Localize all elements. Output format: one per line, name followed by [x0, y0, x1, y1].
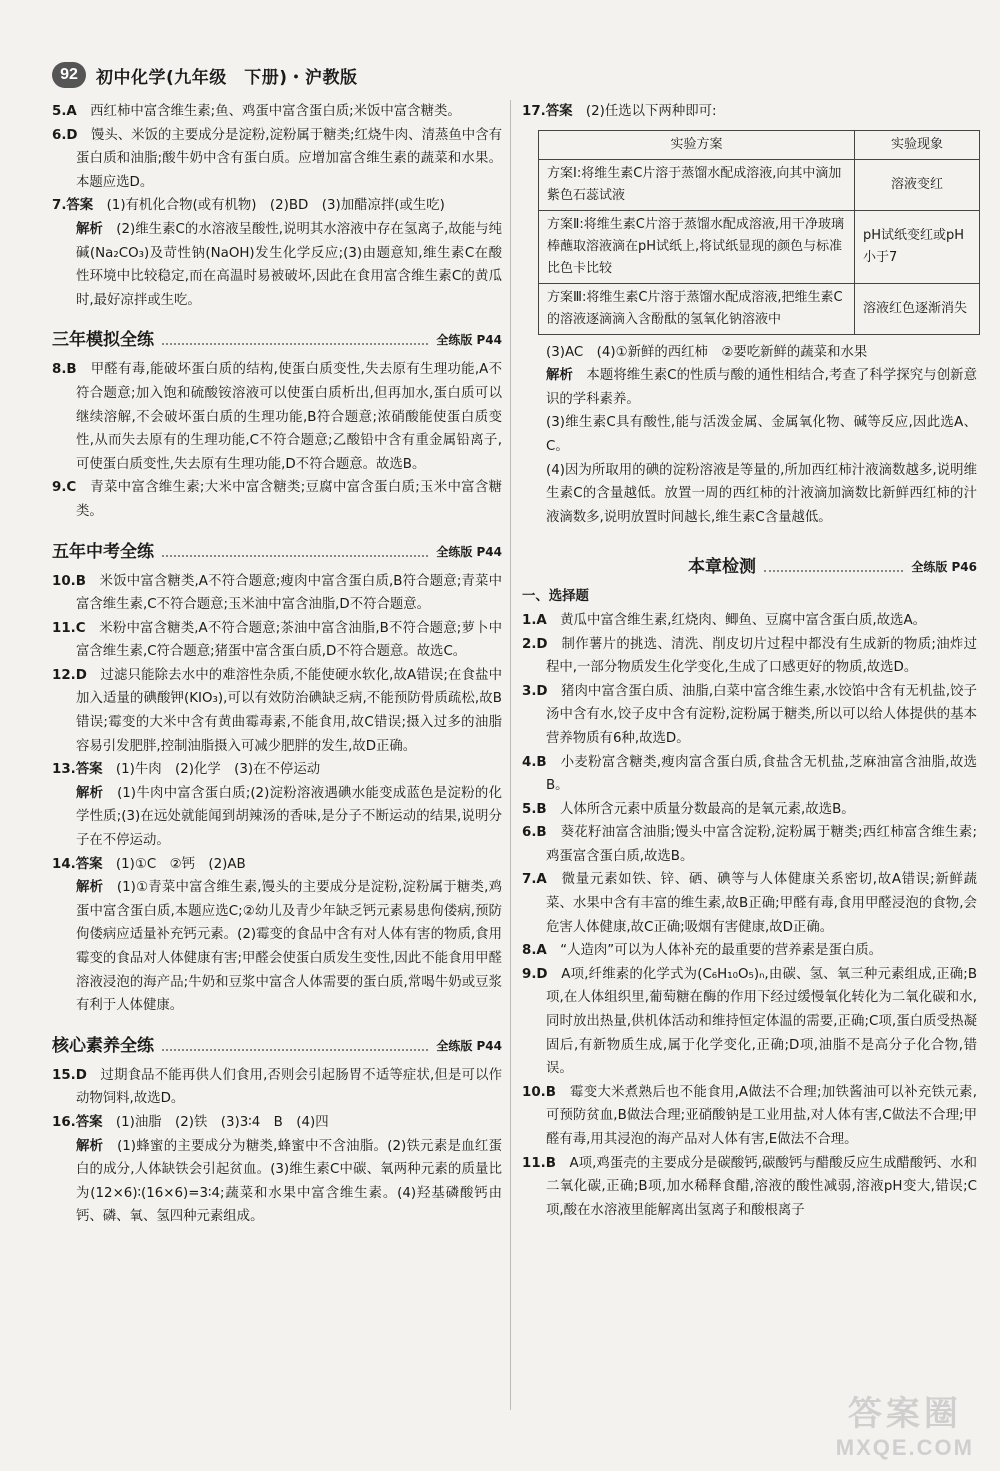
- book-title: 初中化学(九年级 下册)・沪教版: [96, 67, 358, 88]
- page-header: [52, 58, 358, 92]
- section-heading: 本章检测 全练版 P46: [688, 557, 977, 578]
- answer-item: 5.A 西红柿中富含维生素;鱼、鸡蛋中富含蛋白质;米饭中富含糖类。: [52, 104, 461, 119]
- table-row: 方案Ⅲ:将维生素C片溶于蒸馏水配成溶液,把维生素C的溶液逐滴滴入含酚酞的氢氧化钠溶液中 溶液红色逐渐消失: [539, 283, 980, 334]
- part-title: 一、选择题: [522, 589, 589, 605]
- answer-item: 15.D 过期食品不能再供人们食用,否则会引起肠胃不适等症状,但是可以作动物饲料,故选D。: [52, 1067, 503, 1107]
- answer-item: 1.A 黄瓜中富含维生素,红烧肉、鲫鱼、豆腐中富含蛋白质,故选A。: [522, 612, 926, 628]
- answer-item: 6.B 葵花籽油富含油脂;馒头中富含淀粉,淀粉属于糖类;西红柿富含维生素;鸡蛋富含蛋白质,故选B。: [522, 825, 977, 864]
- answer-item: (3)AC (4)①新鲜的西红柿 ②要吃新鲜的蔬菜和水果: [546, 344, 868, 360]
- answer-item: 14.答案 (1)①C ②钙 (2)AB: [52, 856, 246, 872]
- answer-item: 11.C 米粉中富含糖类,A不符合题意;茶油中富含油脂,B不符合题意;萝卜中富含维生素,C符合题意;猪蛋中富含蛋白质,D不符合题意。故选C。: [52, 620, 502, 660]
- answer-item: 17.答案 (2)任选以下两种即可:: [522, 104, 717, 119]
- explanation: (3)维生素C具有酸性,能与活泼金属、金属氧化物、碱等反应,因此选A、C。: [546, 415, 977, 454]
- explanation: 解析 (1)蜂蜜的主要成分为糖类,蜂蜜中不含油脂。(2)铁元素是血红蛋白的成分,人体缺铁会引起贫血。(3)维生素C中碳、氧两种元素的质量比为(12×6)∶(16×6)=3∶4;蔬菜和水果中富含维生素。(4)羟基磷酸钙由钙、磷、氧、氢四种元素组成。: [76, 1138, 502, 1225]
- page-number: 92: [52, 62, 86, 88]
- answer-item: 11.B A项,鸡蛋壳的主要成分是碳酸钙,碳酸钙与醋酸反应生成醋酸钙、水和二氧化碳,正确;B项,加水稀释食醋,溶液的酸性减弱,溶液pH变大,错误;C项,酸在水溶液里能解离出氢离子和酸根离子: [522, 1155, 978, 1218]
- left-column: [52, 100, 502, 1229]
- answer-item: 2.D 制作薯片的挑选、清洗、削皮切片过程中都没有生成新的物质;油炸过程中,一部分物质发生化学变化,生成了口感更好的物质,故选D。: [522, 636, 978, 676]
- answer-item: 9.C 青菜中富含维生素;大米中富含糖类;豆腐中富含蛋白质;玉米中富含糖类。: [52, 480, 502, 519]
- answer-item: 8.A “人造肉”可以为人体补充的最重要的营养素是蛋白质。: [522, 943, 883, 959]
- explanation: 解析 (1)牛肉中富含蛋白质;(2)淀粉溶液遇碘水能变成蓝色是淀粉的化学性质;(3)在远处就能闻到胡辣汤的香味,是分子不断运动的结果,说明分子在不停运动。: [76, 785, 502, 849]
- answer-item: 16.答案 (1)油脂 (2)铁 (3)3∶4 B (4)四: [52, 1114, 329, 1130]
- table-header: 实验现象: [855, 130, 980, 159]
- answer-item: 6.D 馒头、米饭的主要成分是淀粉,淀粉属于糖类;红烧牛肉、清蒸鱼中含有蛋白质和油脂;酸牛奶中含有蛋白质。应增加富含维生素的蔬菜和水果。本题应选D。: [52, 127, 502, 190]
- explanation: 解析 (1)①青菜中富含维生素,馒头的主要成分是淀粉,淀粉属于糖类,鸡蛋中富含蛋白质,本题应选C;②幼儿及青少年缺乏钙元素易患佝偻病,预防佝偻病应适量补充钙元素。(2)霉变的食品中含有对人体有害的物质,食用霉变的食品对人体健康有害;甲醛会使蛋白质发生变性,因此不能食用甲醛溶液浸泡的海产品;牛奶和豆浆中富含人体需要的蛋白质,常喝牛奶或豆浆有利于人体健康。: [76, 880, 503, 1014]
- column-divider: [510, 100, 511, 1410]
- site-watermark: 答案圈 MXQE.COM: [835, 1395, 974, 1460]
- answer-item: 3.D 猪肉中富含蛋白质、油脂,白菜中富含维生素,水饺馅中含有无机盐,饺子汤中含有水,饺子皮中含有淀粉,淀粉属于糖类,所以可以给人体提供的基本营养物质有6种,故选D。: [522, 683, 977, 746]
- explanation: (4)因为所取用的碘的淀粉溶液是等量的,所加西红柿汁液滴数越多,说明维生素C的含量越低。放置一周的西红柿的汁液滴加滴数比新鲜西红柿的汁液滴数多,说明放置时间越长,维生素C含量越低。: [546, 462, 977, 525]
- answer-item: 4.B 小麦粉富含糖类,瘦肉富含蛋白质,食盐含无机盐,芝麻油富含油脂,故选B。: [522, 754, 977, 794]
- table-row: 方案Ⅱ:将维生素C片溶于蒸馏水配成溶液,用干净玻璃棒蘸取溶液滴在pH试纸上,将试纸显现的颜色与标准比色卡比较 pH试纸变红或pH小于7: [539, 210, 980, 283]
- answer-item: 10.B 米饭中富含糖类,A不符合题意;瘦肉中富含蛋白质,B符合题意;青菜中富含维生素,C不符合题意;玉米油中富含油脂,D不符合题意。: [52, 573, 502, 613]
- answer-item: 9.D A项,纤维素的化学式为(C₆H₁₀O₅)ₙ,由碳、氢、氧三种元素组成,正确;B项,在人体组织里,葡萄糖在酶的作用下经过缓慢氧化转化为二氧化碳和水,同时放出热量,供机体活动和维持恒定体温的需要,正确;C项,蛋白质受热凝固后,有新物质生成,属于化学变化,正确;D项,油脂不是高分子化合物,错误。: [522, 966, 978, 1077]
- answer-item: 5.B 人体所含元素中质量分数最高的是氧元素,故选B。: [522, 801, 855, 817]
- answer-item: 8.B 甲醛有毒,能破坏蛋白质的结构,使蛋白质变性,失去原有生理功能,A不符合题意;加入饱和硫酸铵溶液可以使蛋白质析出,但再加水,蛋白质可以继续溶解,不会破坏蛋白质的生理功能,B符合题意;浓硝酸能使蛋白质变性,从而失去原有的生理功能,C不符合题意;乙酸铅中含有重金属铅离子,可使蛋白质变性,失去原有生理功能,D不符合题意。故选B。: [52, 362, 503, 472]
- answer-item: 10.B 霉变大米煮熟后也不能食用,A做法不合理;加铁酱油可以补充铁元素,可预防贫血,B做法合理;亚硝酸钠是工业用盐,对人体有害,C做法不合理;甲醛有毒,用其浸泡的海产品对人体有害,E做法不合理。: [522, 1084, 978, 1147]
- section-heading: 核心素养全练 全练版 P44: [52, 1035, 502, 1056]
- explanation: 解析 本题将维生素C的性质与酸的通性相结合,考查了科学探究与创新意识的学科素养。: [546, 368, 978, 407]
- answer-item: 13.答案 (1)牛肉 (2)化学 (3)在不停运动: [52, 762, 321, 778]
- answer-item: 7.答案 (1)有机化合物(或有机物) (2)BD (3)加醋凉拌(或生吃): [52, 198, 445, 214]
- section-heading: 五年中考全练 全练版 P44: [52, 541, 502, 562]
- experiment-table: [538, 130, 980, 335]
- table-header: 实验方案: [539, 130, 855, 159]
- section-heading: 三年模拟全练 全练版 P44: [52, 330, 502, 351]
- explanation: 解析 (2)维生素C的水溶液呈酸性,说明其水溶液中存在氢离子,故能与纯碱(Na₂CO₃)及苛性钠(NaOH)发生化学反应;(3)由题意知,维生素C在酸性环境中比较稳定,而在高温时易被破坏,因此在食用富含维生素C的黄瓜时,最好凉拌或生吃。: [76, 221, 503, 308]
- answer-item: 12.D 过滤只能除去水中的难溶性杂质,不能使硬水软化,故A错误;在食盐中加入适量的碘酸钾(KIO₃),可以有效防治碘缺乏病,不能预防骨质疏松,故B错误;霉变的大米中含有黄曲霉毒素,不能食用,故C错误;摄入过多的油脂容易引发肥胖,控制油脂摄入可减少肥胖的发生,故D正确。: [52, 667, 502, 754]
- right-column: [522, 100, 977, 1222]
- answer-item: 7.A 微量元素如铁、锌、硒、碘等与人体健康关系密切,故A错误;新鲜蔬菜、水果中含有丰富的维生素,故B正确;甲醛有毒,食用甲醛浸泡的食物,会危害人体健康,故C正确;吸烟有害健康,故D正确。: [522, 872, 977, 935]
- table-row: 方案Ⅰ:将维生素C片溶于蒸馏水配成溶液,向其中滴加紫色石蕊试液 溶液变红: [539, 159, 980, 210]
